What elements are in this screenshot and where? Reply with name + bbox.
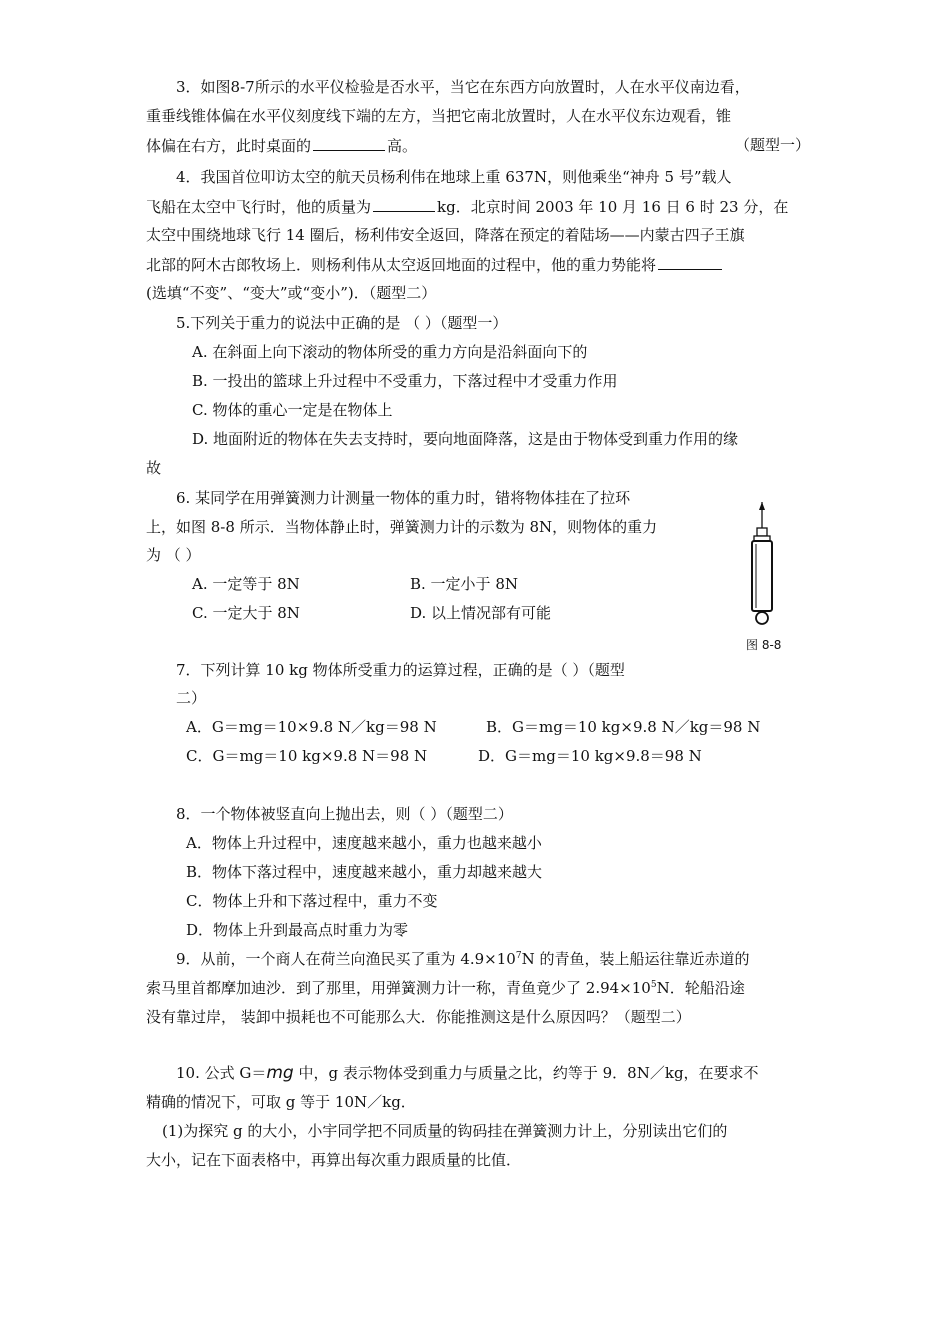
q4-line4-text: 北部的阿木古郎牧场上．则杨利伟从太空返回地面的过程中，他的重力势能将 [146, 256, 657, 274]
q7-option-a[interactable]: A．G＝mg＝10×9.8 N／kg＝98 N [186, 718, 437, 736]
q4-line5: (选填“不变”、“变大”或“变小”)．（题型二） [146, 284, 437, 302]
q6-option-a[interactable]: A. 一定等于 8N [192, 575, 300, 593]
q7-option-c[interactable]: C．G＝mg＝10 kg×9.8 N＝98 N [186, 747, 428, 765]
q9-exponent-2: 5 [650, 980, 657, 990]
q3-line3-text: 体偏在右方，此时桌面的 [146, 137, 312, 155]
spring-scale-figure [742, 500, 782, 628]
q4-mass-blank[interactable] [373, 196, 435, 212]
q8-option-a[interactable]: A．物体上升过程中，速度越来越小，重力也越来越小 [186, 834, 542, 852]
q7-option-b[interactable]: B．G＝mg＝10 kg×9.8 N／kg＝98 N [486, 718, 761, 736]
q8-stem: 8．一个物体被竖直向上抛出去，则（ ）（题型二） [176, 805, 513, 823]
q6-line2: 上，如图 8-8 所示．当物体静止时，弹簧测力计的示数为 8N，则物体的重力 [146, 518, 658, 536]
q7-line2: 二） [176, 689, 207, 707]
q5-option-a[interactable]: A. 在斜面上向下滚动的物体所受的重力方向是沿斜面向下的 [192, 343, 588, 361]
q6-line1: 6. 某同学在用弹簧测力计测量一物体的重力时，错将物体挂在了拉环 [176, 489, 631, 507]
q5-stem: 5.下列关于重力的说法中正确的是 （ ）（题型一） [176, 314, 508, 332]
q3-type-tag: （题型一） [735, 136, 811, 154]
q4-line4 [146, 254, 724, 275]
q4-line2 [146, 196, 788, 217]
q9-line2-end: N．轮船沿途 [656, 979, 745, 997]
q3-line1: 3．如图8-7所示的水平仪检验是否水平，当它在东西方向放置时，人在水平仪南边看， [176, 78, 750, 96]
q9-line1-text: 9．从前，一个商人在荷兰向渔民买了重为 4.9×10 [176, 950, 516, 968]
q9-line2 [146, 978, 745, 998]
q3-line3-end: 高。 [387, 137, 418, 155]
q9-exponent-1: 7 [515, 951, 522, 961]
q6-line3: 为 （ ） [146, 546, 201, 564]
q4-energy-blank[interactable] [658, 254, 722, 270]
q3-line2: 重垂线锥体偏在水平仪刻度线下端的左方，当把它南北放置时，人在水平仪东边观看，锥 [146, 107, 732, 125]
q7-line1: 7．下列计算 10 kg 物体所受重力的运算过程，正确的是（ ）（题型 [176, 661, 625, 679]
q9-line1-end: N 的青鱼，装上船运往靠近赤道的 [521, 950, 750, 968]
figure-8-8-caption: 图 8-8 [746, 638, 782, 652]
q10-line1 [176, 1063, 759, 1083]
q5-option-d[interactable]: D. 地面附近的物体在失去支持时，要向地面降落，这是由于物体受到重力作用的缘 [192, 430, 739, 448]
q10-line2: 精确的情况下，可取 g 等于 10N／kg． [146, 1093, 416, 1111]
q10-line4: 大小，记在下面表格中，再算出每次重力跟质量的比值． [146, 1151, 522, 1169]
q6-option-b[interactable]: B. 一定小于 8N [410, 575, 518, 593]
q4-line2-text: 飞船在太空中飞行时，他的质量为 [146, 198, 372, 216]
q10-formula-mg: mg [266, 1063, 294, 1083]
q10-line1-end: 中，g 表示物体受到重力与质量之比，约等于 9．8N／kg，在要求不 [293, 1064, 759, 1082]
q3-line3 [146, 135, 417, 156]
q8-option-d[interactable]: D．物体上升到最高点时重力为零 [186, 921, 409, 939]
q9-line1 [176, 949, 749, 969]
q4-line3: 太空中围绕地球飞行 14 圈后，杨利伟安全返回，降落在预定的着陆场——内蒙古四子王旗 [146, 226, 745, 244]
q6-option-d[interactable]: D. 以上情况部有可能 [410, 604, 552, 622]
q3-answer-blank[interactable] [313, 135, 385, 151]
q10-line3: (1)为探究 g 的大小，小宇同学把不同质量的钩码挂在弹簧测力计上，分别读出它们的 [162, 1122, 728, 1140]
q7-option-d[interactable]: D．G＝mg＝10 kg×9.8＝98 N [478, 747, 702, 765]
q10-line1-text: 10. 公式 G＝ [176, 1064, 267, 1082]
q9-line3: 没有靠过岸， 装卸中损耗也不可能那么大．你能推测这是什么原因吗？（题型二） [146, 1008, 691, 1026]
q4-line2-end: kg．北京时间 2003 年 10 月 16 日 6 时 23 分，在 [437, 198, 789, 216]
q5-option-c[interactable]: C. 物体的重心一定是在物体上 [192, 401, 393, 419]
q5-option-d-cont: 故 [146, 459, 162, 477]
q4-line1: 4．我国首位叩访太空的航天员杨利伟在地球上重 637N，则他乘坐“神舟 5 号”载人 [176, 168, 732, 186]
q9-line2-text: 索马里首都摩加迪沙．到了那里，用弹簧测力计一称，青鱼竟少了 2.94×10 [146, 979, 651, 997]
q8-option-b[interactable]: B．物体下落过程中，速度越来越小，重力却越来越大 [186, 863, 543, 881]
q8-option-c[interactable]: C．物体上升和下落过程中，重力不变 [186, 892, 438, 910]
q6-option-c[interactable]: C. 一定大于 8N [192, 604, 300, 622]
q5-option-b[interactable]: B. 一投出的篮球上升过程中不受重力，下落过程中才受重力作用 [192, 372, 618, 390]
